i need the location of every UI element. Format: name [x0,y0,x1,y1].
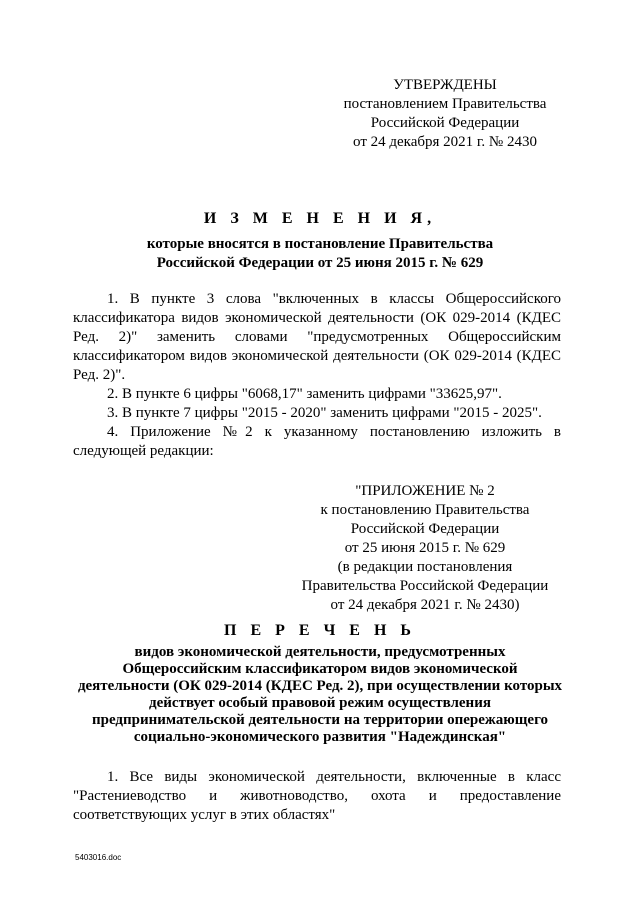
change-item-3: 3. В пункте 7 цифры "2015 - 2020" заменить цифрами "2015 - 2025". [107,405,542,421]
document-file-id: 5403016.doc [75,853,122,862]
approval-stamp [330,76,560,152]
list-items [73,768,561,825]
approval-line-approved: УТВЕРЖДЕНЫ [393,77,497,93]
appendix-line: от 25 июня 2015 г. № 629 [344,540,506,556]
appendix-line: "ПРИЛОЖЕНИЕ № 2 [355,483,495,499]
approval-line-federation: Российской Федерации [370,115,520,131]
changes-subtitle-line: которые вносятся в постановление Правительства [146,236,494,252]
changes-heading: И З М Е Н Е Н И Я, [203,210,437,227]
appendix-header [290,482,560,615]
list-subtitle-line: Общероссийским классификатором видов экономической [122,661,518,677]
list-subtitle-line: предпринимательской деятельности на территории опережающего [91,712,549,728]
approval-line-resolution: постановлением Правительства [343,96,547,112]
list-item-1: 1. Все виды экономической деятельности, включенные в класс "Растениеводство и животноводство, охота и предоставление соответствующих услуг в этих областях" [73,769,561,823]
appendix-line: к постановлению Правительства [320,502,530,518]
changes-subtitle [60,235,580,273]
changes-subtitle-line: Российской Федерации от 25 июня 2015 г. № 629 [156,255,484,271]
list-subtitle-line: социально-экономического развития "Надеждинская" [133,729,507,745]
appendix-line: (в редакции постановления [337,559,513,575]
change-item-2: 2. В пункте 6 цифры "6068,17" заменить цифрами "33625,97". [107,386,502,402]
list-subtitle-line: видов экономической деятельности, предусмотренных [134,644,506,660]
change-item-1: 1. В пункте 3 слова "включенных в классы Общероссийского классификатора видов экономической деятельности (ОК 029-2014 (КДЕС Ред. 2)" заменить словами "предусмотренных Общероссийским классификатором видов экономической деятельности (ОК 029-2014 (КДЕС Ред. 2)". [73,291,561,383]
appendix-line: Правительства Российской Федерации [301,578,549,594]
list-subtitle-line: деятельности (ОК 029-2014 (КДЕС Ред. 2), при осуществлении которых [77,678,563,694]
changes-items [73,290,561,461]
list-heading: П Е Р Е Ч Е Н Ь [224,622,416,639]
list-subtitle [60,644,580,746]
approval-line-date-number: от 24 декабря 2021 г. № 2430 [353,134,537,150]
change-item-4: 4. Приложение №2 к указанному постановлению изложить в следующей редакции: [73,424,561,459]
appendix-line: Российской Федерации [350,521,500,537]
list-subtitle-line: действует особый правовой режим осуществления [149,695,491,711]
appendix-line: от 24 декабря 2021 г. № 2430) [330,597,520,613]
